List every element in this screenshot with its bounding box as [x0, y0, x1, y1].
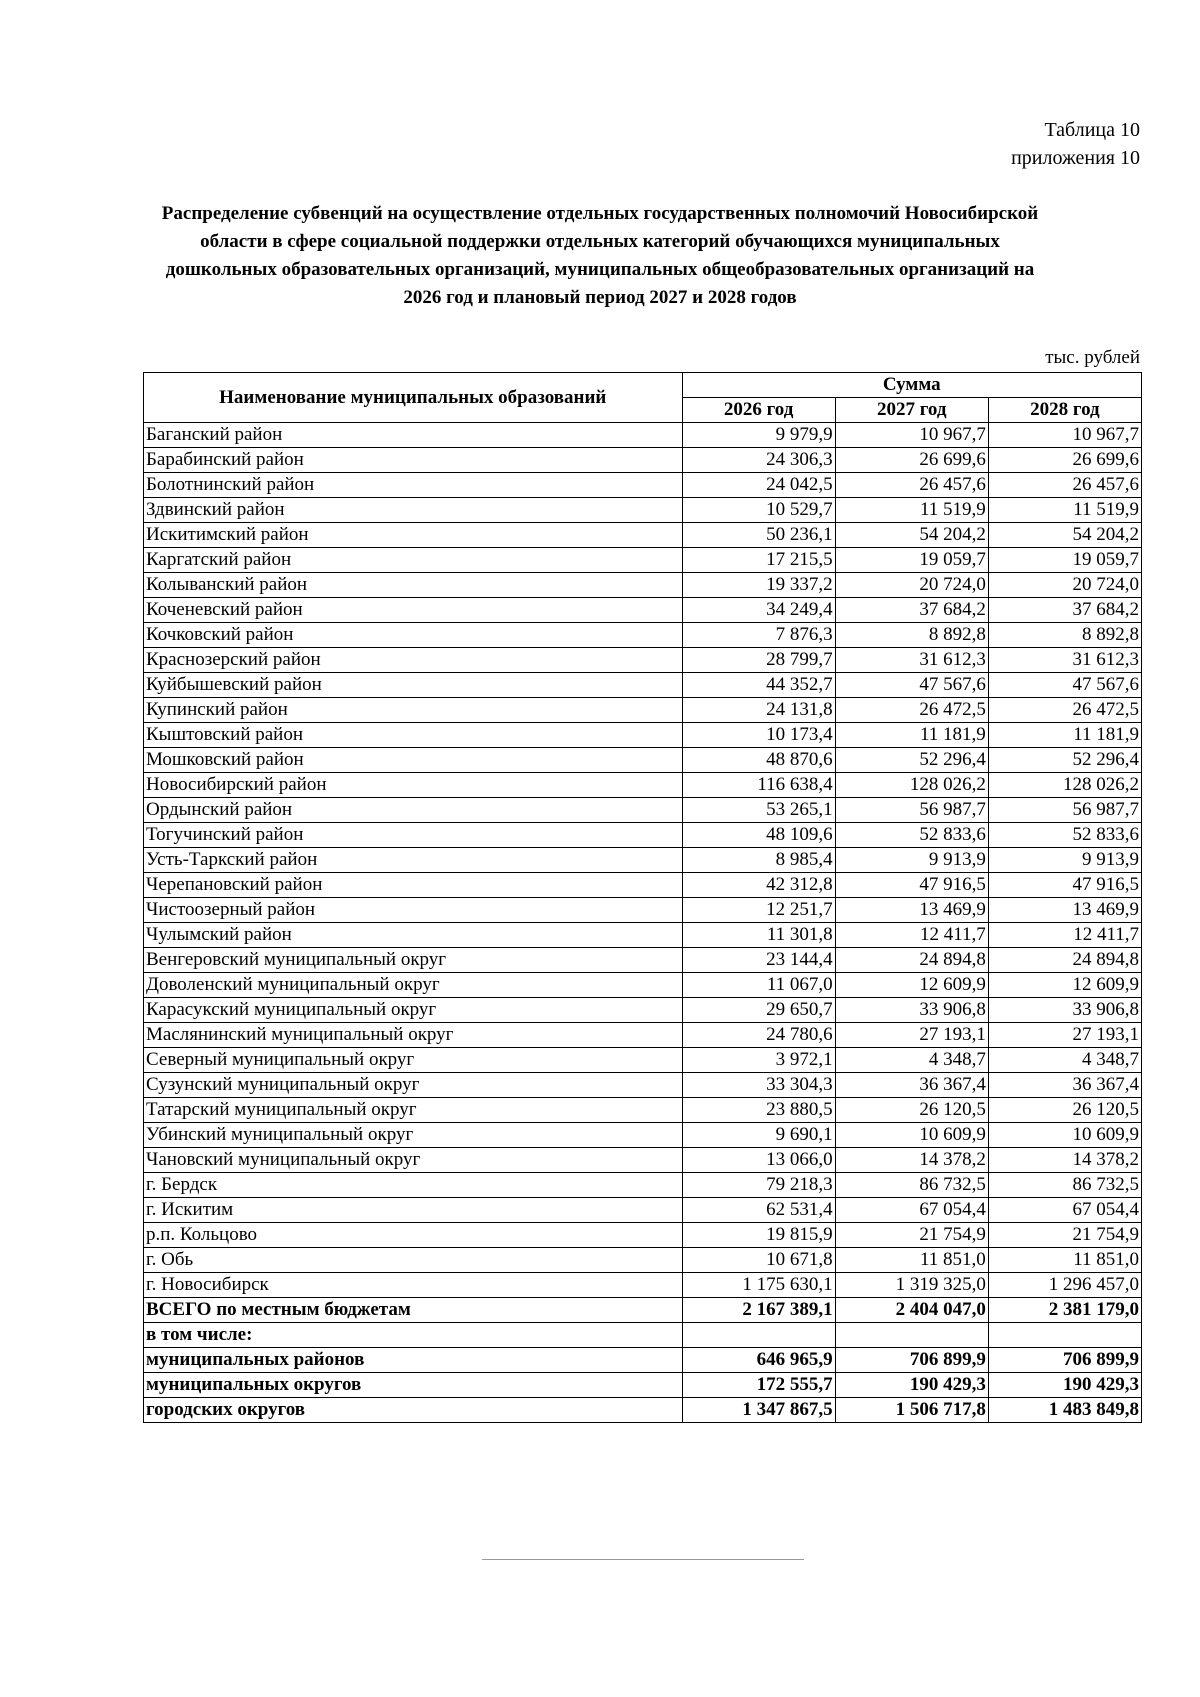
cell-name: городских округов: [144, 1398, 683, 1423]
cell-2026: 10 671,8: [682, 1248, 835, 1273]
cell-2027: 706 899,9: [835, 1348, 988, 1373]
cell-2027: 13 469,9: [835, 898, 988, 923]
cell-2028: 26 472,5: [988, 698, 1141, 723]
cell-name: Доволенский муниципальный округ: [144, 973, 683, 998]
cell-2028: 24 894,8: [988, 948, 1141, 973]
cell-name: Коченевский район: [144, 598, 683, 623]
cell-name: г. Бердск: [144, 1173, 683, 1198]
cell-2026: [682, 1323, 835, 1348]
cell-2027: 21 754,9: [835, 1223, 988, 1248]
cell-name: Черепановский район: [144, 873, 683, 898]
cell-2026: 24 131,8: [682, 698, 835, 723]
cell-2027: 26 699,6: [835, 448, 988, 473]
cell-2028: 2 381 179,0: [988, 1298, 1141, 1323]
cell-2026: 646 965,9: [682, 1348, 835, 1373]
table-row: [144, 973, 1142, 998]
cell-name: муниципальных районов: [144, 1348, 683, 1373]
cell-2026: 34 249,4: [682, 598, 835, 623]
cell-2027: 1 319 325,0: [835, 1273, 988, 1298]
cell-2028: 12 411,7: [988, 923, 1141, 948]
cell-2027: 2 404 047,0: [835, 1298, 988, 1323]
cell-name: р.п. Кольцово: [144, 1223, 683, 1248]
cell-2026: 13 066,0: [682, 1148, 835, 1173]
cell-name: Чистоозерный район: [144, 898, 683, 923]
table-row: [144, 1173, 1142, 1198]
cell-2027: 54 204,2: [835, 523, 988, 548]
table-row: [144, 848, 1142, 873]
cell-2028: 33 906,8: [988, 998, 1141, 1023]
cell-name: ВСЕГО по местным бюджетам: [144, 1298, 683, 1323]
table-row: [144, 748, 1142, 773]
cell-2027: 4 348,7: [835, 1048, 988, 1073]
cell-name: Северный муниципальный округ: [144, 1048, 683, 1073]
cell-2028: 11 851,0: [988, 1248, 1141, 1273]
cell-2026: 7 876,3: [682, 623, 835, 648]
cell-2027: 36 367,4: [835, 1073, 988, 1098]
cell-name: Каргатский район: [144, 548, 683, 573]
cell-name: Маслянинский муниципальный округ: [144, 1023, 683, 1048]
table-row: [144, 598, 1142, 623]
table-row: [144, 773, 1142, 798]
cell-name: Барабинский район: [144, 448, 683, 473]
cell-2026: 11 301,8: [682, 923, 835, 948]
cell-2026: 8 985,4: [682, 848, 835, 873]
table-row: [144, 1223, 1142, 1248]
cell-2028: 9 913,9: [988, 848, 1141, 873]
cell-2028: 67 054,4: [988, 1198, 1141, 1223]
cell-2026: 24 306,3: [682, 448, 835, 473]
cell-2026: 12 251,7: [682, 898, 835, 923]
cell-2027: 10 609,9: [835, 1123, 988, 1148]
cell-2027: 11 851,0: [835, 1248, 988, 1273]
cell-name: г. Новосибирск: [144, 1273, 683, 1298]
column-header-2026: 2026 год: [682, 398, 835, 423]
cell-name: Искитимский район: [144, 523, 683, 548]
cell-2027: 8 892,8: [835, 623, 988, 648]
cell-name: Венгеровский муниципальный округ: [144, 948, 683, 973]
table-row: [144, 948, 1142, 973]
cell-name: Колыванский район: [144, 573, 683, 598]
table-row: [144, 873, 1142, 898]
cell-2028: 706 899,9: [988, 1348, 1141, 1373]
cell-2028: 8 892,8: [988, 623, 1141, 648]
cell-2027: 47 567,6: [835, 673, 988, 698]
column-header-sum: Сумма: [682, 373, 1141, 398]
table-row: [144, 998, 1142, 1023]
cell-2028: 26 699,6: [988, 448, 1141, 473]
cell-name: Краснозерский район: [144, 648, 683, 673]
cell-2027: 67 054,4: [835, 1198, 988, 1223]
subsidy-table: [143, 372, 1142, 1423]
cell-2028: 4 348,7: [988, 1048, 1141, 1073]
cell-2026: 9 979,9: [682, 423, 835, 448]
table-reference: [1011, 116, 1140, 172]
cell-2028: 56 987,7: [988, 798, 1141, 823]
table-row: [144, 1123, 1142, 1148]
total-row: [144, 1348, 1142, 1373]
cell-2026: 44 352,7: [682, 673, 835, 698]
cell-name: Ордынский район: [144, 798, 683, 823]
cell-2027: 128 026,2: [835, 773, 988, 798]
cell-2028: 10 967,7: [988, 423, 1141, 448]
cell-2027: 26 472,5: [835, 698, 988, 723]
table-row: [144, 1248, 1142, 1273]
table-row: [144, 823, 1142, 848]
units-label: тыс. рублей: [1045, 347, 1140, 368]
cell-2028: 11 519,9: [988, 498, 1141, 523]
cell-2026: 19 337,2: [682, 573, 835, 598]
cell-2027: 37 684,2: [835, 598, 988, 623]
cell-2026: 23 144,4: [682, 948, 835, 973]
cell-2027: 20 724,0: [835, 573, 988, 598]
cell-name: Кочковский район: [144, 623, 683, 648]
cell-2027: 52 833,6: [835, 823, 988, 848]
cell-2028: 26 457,6: [988, 473, 1141, 498]
table-row: [144, 698, 1142, 723]
footer-divider: [482, 1559, 804, 1560]
cell-2026: 29 650,7: [682, 998, 835, 1023]
cell-2026: 24 780,6: [682, 1023, 835, 1048]
title-line-3: дошкольных образовательных организаций, муниципальных общеобразовательных организаций на: [165, 259, 1035, 280]
cell-2027: 24 894,8: [835, 948, 988, 973]
cell-2027: 9 913,9: [835, 848, 988, 873]
table-row: [144, 548, 1142, 573]
cell-2027: 47 916,5: [835, 873, 988, 898]
cell-2026: 48 870,6: [682, 748, 835, 773]
cell-name: г. Искитим: [144, 1198, 683, 1223]
cell-2026: 33 304,3: [682, 1073, 835, 1098]
cell-name: муниципальных округов: [144, 1373, 683, 1398]
cell-name: Мошковский район: [144, 748, 683, 773]
cell-2027: 86 732,5: [835, 1173, 988, 1198]
column-header-name: Наименование муниципальных образований: [144, 373, 683, 423]
title-line-4: 2026 год и плановый период 2027 и 2028 годов: [403, 287, 797, 308]
cell-2028: 27 193,1: [988, 1023, 1141, 1048]
table-row: [144, 673, 1142, 698]
cell-2028: 31 612,3: [988, 648, 1141, 673]
cell-2026: 28 799,7: [682, 648, 835, 673]
cell-2027: 56 987,7: [835, 798, 988, 823]
cell-2028: 128 026,2: [988, 773, 1141, 798]
table-header: [144, 373, 1142, 423]
cell-2027: 1 506 717,8: [835, 1398, 988, 1423]
cell-2027: 33 906,8: [835, 998, 988, 1023]
cell-name: Сузунский муниципальный округ: [144, 1073, 683, 1098]
cell-2027: 31 612,3: [835, 648, 988, 673]
cell-name: Усть-Таркский район: [144, 848, 683, 873]
column-header-2027: 2027 год: [835, 398, 988, 423]
cell-name: Болотнинский район: [144, 473, 683, 498]
cell-2027: 14 378,2: [835, 1148, 988, 1173]
cell-name: Татарский муниципальный округ: [144, 1098, 683, 1123]
table-row: [144, 723, 1142, 748]
cell-name: Купинский район: [144, 698, 683, 723]
cell-2026: 17 215,5: [682, 548, 835, 573]
cell-2027: 19 059,7: [835, 548, 988, 573]
table-row: [144, 498, 1142, 523]
table-row: [144, 1048, 1142, 1073]
cell-name: Здвинский район: [144, 498, 683, 523]
total-row: [144, 1298, 1142, 1323]
cell-2027: 52 296,4: [835, 748, 988, 773]
cell-2028: 10 609,9: [988, 1123, 1141, 1148]
column-header-2028: 2028 год: [988, 398, 1141, 423]
document-title: [140, 200, 1060, 312]
cell-2028: 13 469,9: [988, 898, 1141, 923]
cell-2026: 10 173,4: [682, 723, 835, 748]
cell-2028: 26 120,5: [988, 1098, 1141, 1123]
table-row: [144, 623, 1142, 648]
cell-2028: 21 754,9: [988, 1223, 1141, 1248]
cell-2026: 2 167 389,1: [682, 1298, 835, 1323]
cell-2026: 116 638,4: [682, 773, 835, 798]
table-row: [144, 923, 1142, 948]
title-line-2: области в сфере социальной поддержки отдельных категорий обучающихся муниципальных: [200, 231, 1000, 252]
cell-2028: 19 059,7: [988, 548, 1141, 573]
cell-2026: 3 972,1: [682, 1048, 835, 1073]
appendix-reference: приложения 10: [1011, 147, 1140, 169]
cell-2026: 9 690,1: [682, 1123, 835, 1148]
cell-2028: 47 916,5: [988, 873, 1141, 898]
cell-2027: 11 181,9: [835, 723, 988, 748]
cell-2028: 1 296 457,0: [988, 1273, 1141, 1298]
cell-2028: 86 732,5: [988, 1173, 1141, 1198]
cell-2026: 23 880,5: [682, 1098, 835, 1123]
cell-name: Баганский район: [144, 423, 683, 448]
cell-2026: 10 529,7: [682, 498, 835, 523]
cell-2026: 62 531,4: [682, 1198, 835, 1223]
cell-name: Чулымский район: [144, 923, 683, 948]
cell-2026: 42 312,8: [682, 873, 835, 898]
cell-2028: 36 367,4: [988, 1073, 1141, 1098]
cell-2026: 24 042,5: [682, 473, 835, 498]
cell-2028: 20 724,0: [988, 573, 1141, 598]
table-row: [144, 648, 1142, 673]
cell-name: в том числе:: [144, 1323, 683, 1348]
cell-2026: 172 555,7: [682, 1373, 835, 1398]
cell-2028: [988, 1323, 1141, 1348]
cell-2028: 47 567,6: [988, 673, 1141, 698]
cell-name: Новосибирский район: [144, 773, 683, 798]
table-row: [144, 1198, 1142, 1223]
cell-name: Карасукский муниципальный округ: [144, 998, 683, 1023]
cell-2027: 26 120,5: [835, 1098, 988, 1123]
cell-2027: 10 967,7: [835, 423, 988, 448]
table-body: [144, 423, 1142, 1423]
cell-name: Куйбышевский район: [144, 673, 683, 698]
cell-2027: 190 429,3: [835, 1373, 988, 1398]
cell-2028: 190 429,3: [988, 1373, 1141, 1398]
table-row: [144, 1148, 1142, 1173]
cell-2028: 1 483 849,8: [988, 1398, 1141, 1423]
cell-2027: 11 519,9: [835, 498, 988, 523]
title-line-1: Распределение субвенций на осуществление отдельных государственных полномочий Новосибирской: [161, 203, 1039, 224]
cell-name: г. Обь: [144, 1248, 683, 1273]
cell-name: Кыштовский район: [144, 723, 683, 748]
table-row: [144, 448, 1142, 473]
cell-2027: 12 609,9: [835, 973, 988, 998]
table-row: [144, 523, 1142, 548]
cell-name: Тогучинский район: [144, 823, 683, 848]
total-row: [144, 1323, 1142, 1348]
cell-2026: 50 236,1: [682, 523, 835, 548]
cell-2028: 14 378,2: [988, 1148, 1141, 1173]
table-row: [144, 473, 1142, 498]
cell-2028: 54 204,2: [988, 523, 1141, 548]
cell-2027: [835, 1323, 988, 1348]
cell-2026: 1 347 867,5: [682, 1398, 835, 1423]
table-row: [144, 1098, 1142, 1123]
cell-2028: 52 296,4: [988, 748, 1141, 773]
table-row: [144, 1073, 1142, 1098]
cell-2028: 12 609,9: [988, 973, 1141, 998]
table-row: [144, 898, 1142, 923]
table-number: Таблица 10: [1044, 119, 1140, 141]
cell-2027: 27 193,1: [835, 1023, 988, 1048]
cell-2026: 11 067,0: [682, 973, 835, 998]
cell-2028: 37 684,2: [988, 598, 1141, 623]
table-row: [144, 573, 1142, 598]
cell-name: Чановский муниципальный округ: [144, 1148, 683, 1173]
total-row: [144, 1373, 1142, 1398]
cell-2028: 11 181,9: [988, 723, 1141, 748]
cell-2028: 52 833,6: [988, 823, 1141, 848]
cell-2027: 26 457,6: [835, 473, 988, 498]
table-row: [144, 1023, 1142, 1048]
cell-2026: 19 815,9: [682, 1223, 835, 1248]
table-row: [144, 1273, 1142, 1298]
cell-name: Убинский муниципальный округ: [144, 1123, 683, 1148]
cell-2026: 79 218,3: [682, 1173, 835, 1198]
total-row: [144, 1398, 1142, 1423]
cell-2026: 48 109,6: [682, 823, 835, 848]
cell-2026: 1 175 630,1: [682, 1273, 835, 1298]
table-row: [144, 798, 1142, 823]
cell-2027: 12 411,7: [835, 923, 988, 948]
cell-2026: 53 265,1: [682, 798, 835, 823]
table-row: [144, 423, 1142, 448]
